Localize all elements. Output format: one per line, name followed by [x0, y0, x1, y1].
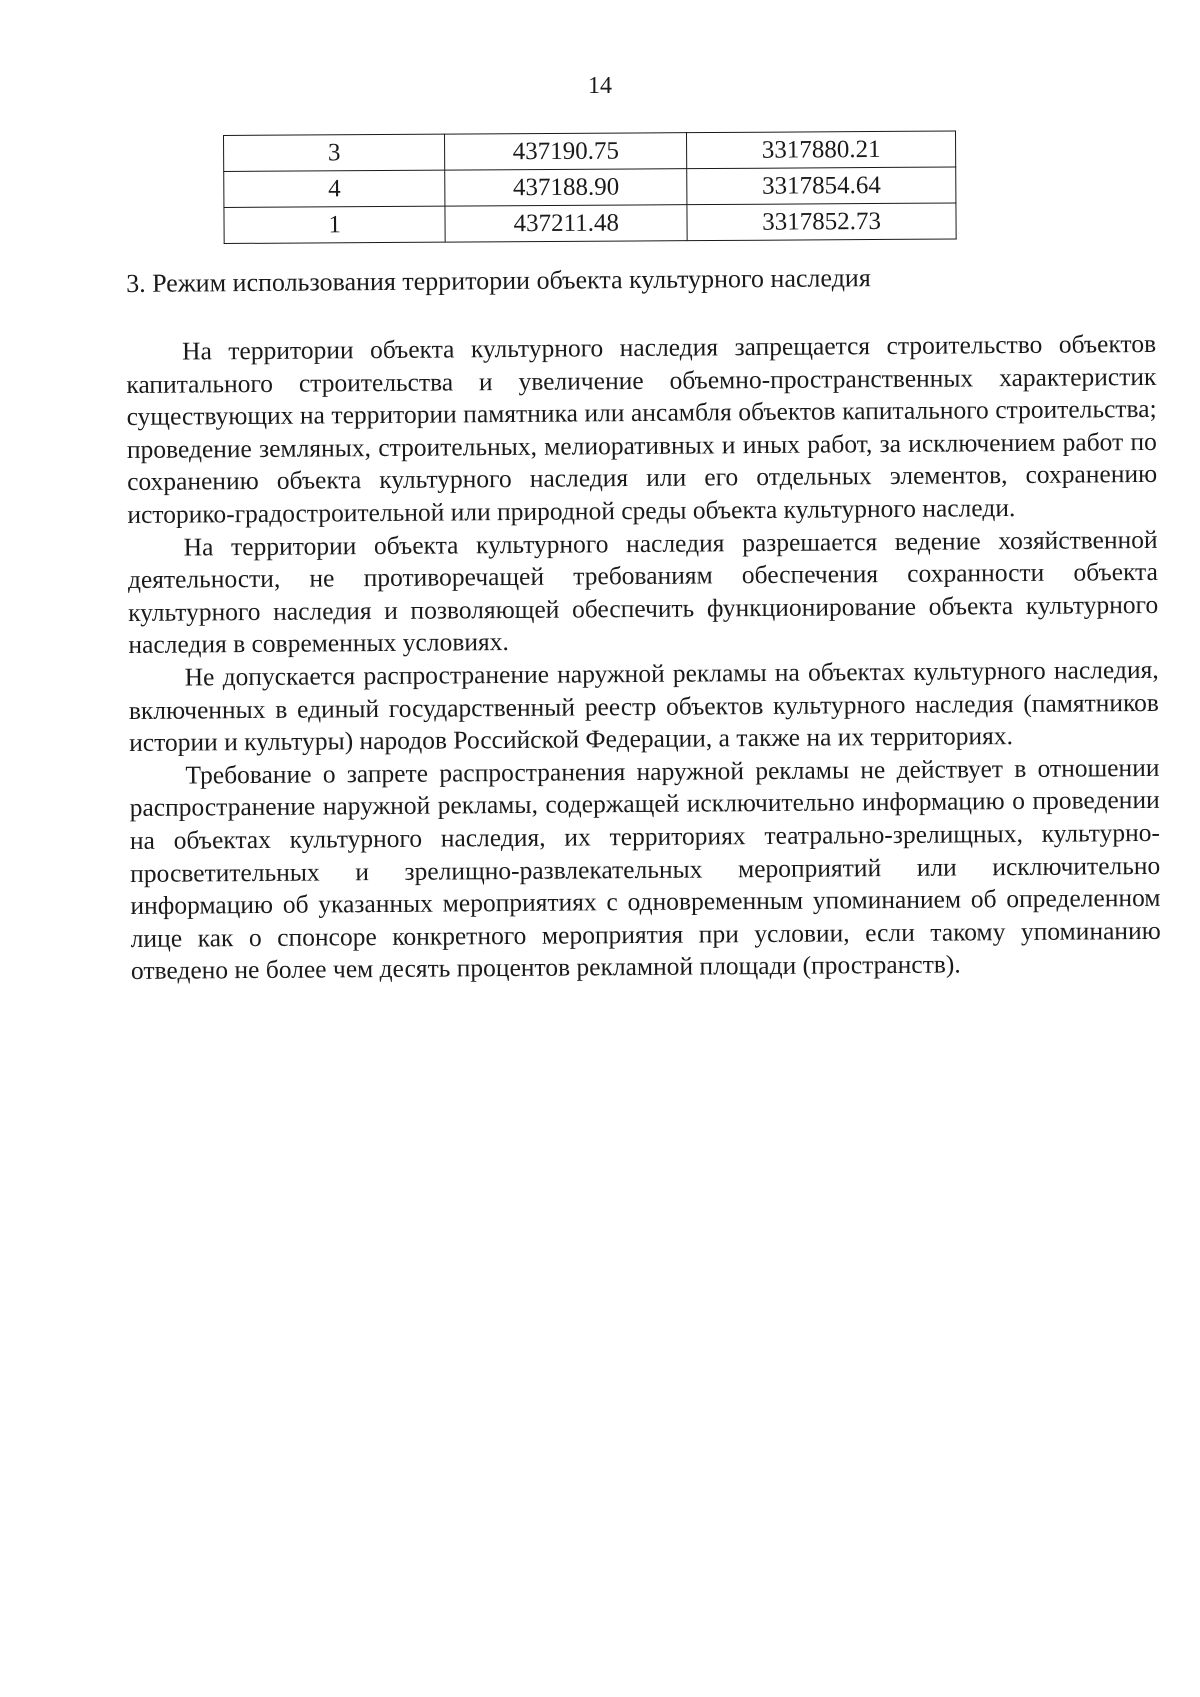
x-coordinate-cell: 437211.48 [445, 205, 687, 242]
coordinates-table [223, 131, 957, 244]
y-coordinate-cell: 3317880.21 [687, 131, 956, 169]
paragraph: На территории объекта культурного наследия разрешается ведение хозяйственной деятельности, не противоречащей требованиям обеспечения сохранности объекта культурного наследия и позволяющей обеспечить функционирование объекта культурного наследия в современных условиях. [127, 524, 1159, 660]
x-coordinate-cell: 437188.90 [445, 169, 687, 206]
x-coordinate-cell: 437190.75 [445, 133, 687, 170]
point-number-cell: 4 [224, 170, 446, 207]
table-row [224, 203, 956, 243]
section-body [126, 328, 1161, 988]
paragraph: Требование о запрете распространения наружной рекламы не действует в отношении распространение наружной рекламы, содержащей исключительно информацию о проведении на объектах культурного наследия, их территориях театрально-зрелищных, культурно-просветительных и зрелищно-развлекательных мероприятий или исключительно информацию об указанных мероприятиях с одновременным упоминанием об определенном лице как о спонсоре конкретного мероприятия при условии, если такому упоминанию отведено не более чем десять процентов рекламной площади (пространств). [129, 752, 1161, 986]
paragraph: Не допускается распространение наружной рекламы на объектах культурного наследия, включенных в единый государственный реестр объектов культурного наследия (памятников истории и культуры) народов Российской Федерации, а также на их территориях. [128, 654, 1160, 758]
point-number-cell: 1 [224, 206, 446, 243]
table-row [224, 131, 956, 171]
section-heading: 3. Режим использования территории объекта культурного наследия [126, 263, 871, 298]
paragraph: На территории объекта культурного наследия запрещается строительство объектов капитального строительства и увеличение объемно-пространственных характеристик существующих на территории памятника или ансамбля объектов капитального строительства; проведение земляных, строительных, мелиоративных и иных работ, за исключением работ по сохранению объекта культурного наследия или его отдельных элементов, сохранению историко-градостроительной или природной среды объекта культурного наследи. [126, 328, 1158, 529]
y-coordinate-cell: 3317854.64 [687, 167, 956, 205]
point-number-cell: 3 [224, 134, 446, 171]
table-row [224, 167, 956, 207]
y-coordinate-cell: 3317852.73 [687, 203, 956, 241]
page-number: 14 [588, 73, 612, 99]
